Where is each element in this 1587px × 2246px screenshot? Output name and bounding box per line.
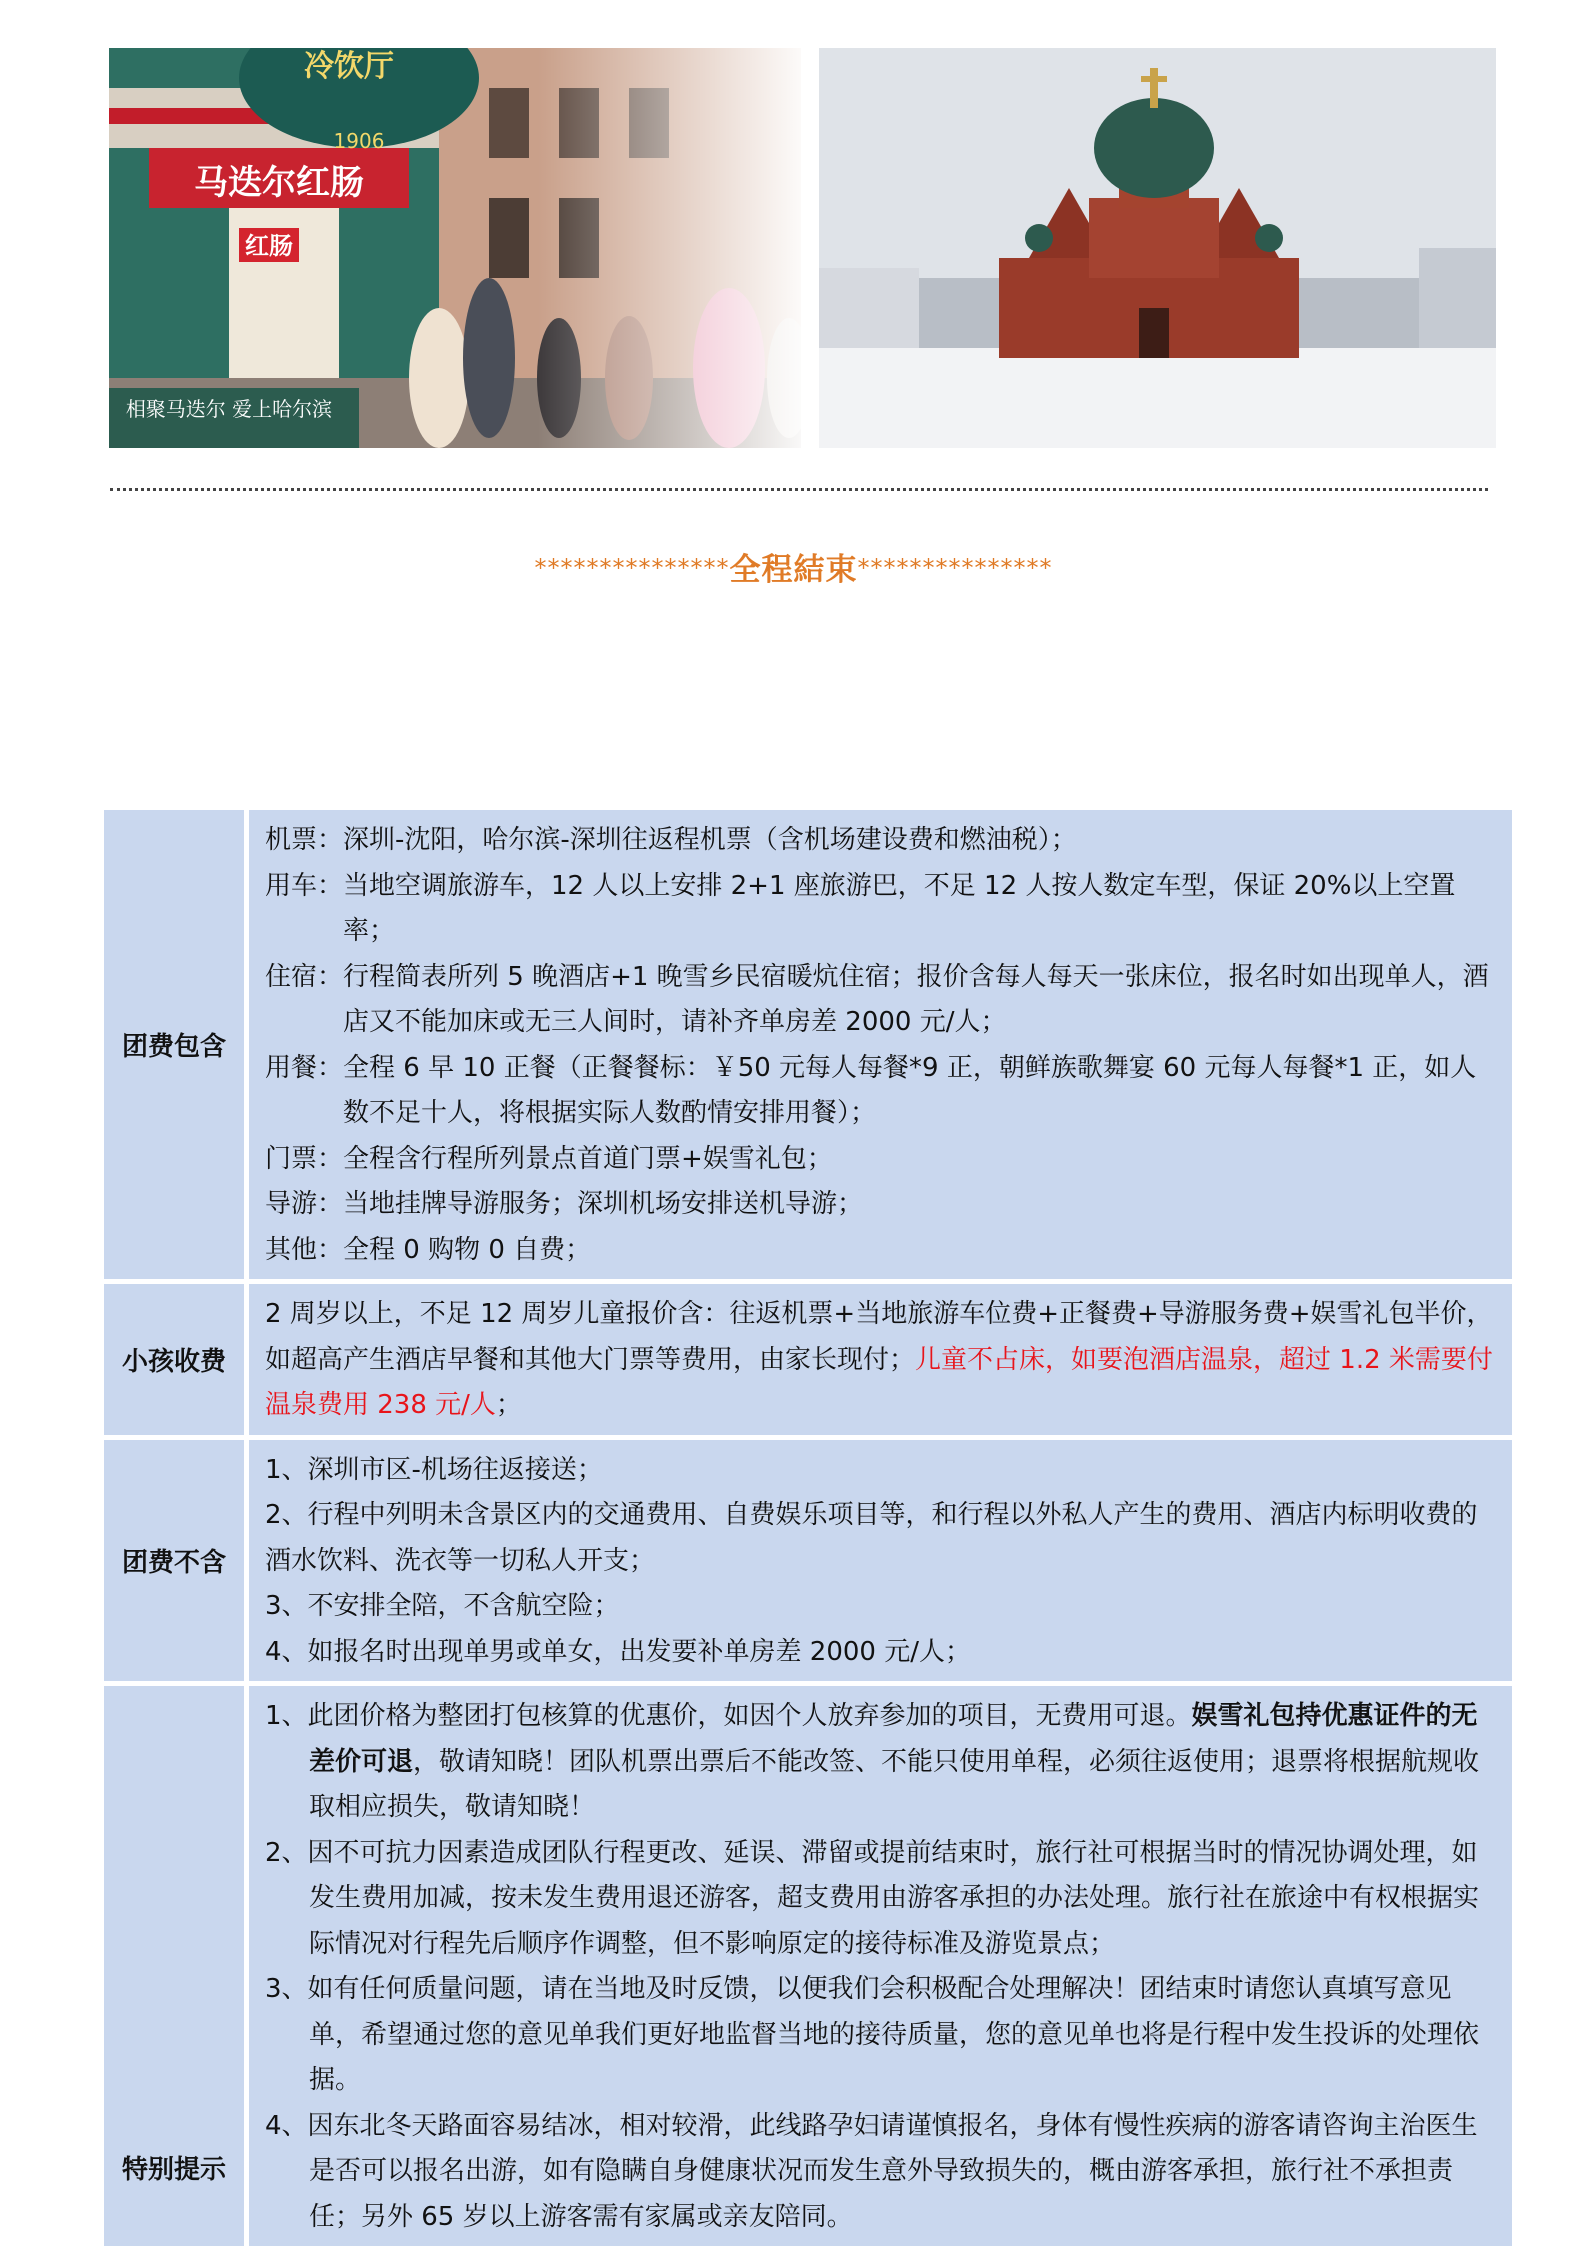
excluded-header: 团费不含 xyxy=(104,1435,249,1682)
item-label: 住宿： xyxy=(265,961,344,992)
item-label: 其他： xyxy=(265,1234,344,1265)
notes-row xyxy=(104,1681,1512,2246)
excluded-item: 2、行程中列明未含景区内的交通费用、自费娱乐项目等，和行程以外私人产生的费用、酒店内标明收费的酒水饮料、洗衣等一切私人开支； xyxy=(265,1500,1478,1576)
notes-body xyxy=(249,1681,1512,2246)
note-item: 2、因不可抗力因素造成团队行程更改、延误、滞留或提前结束时，旅行社可根据当时的情况协调处理，如发生费用加减，按未发生费用退还游客，超支费用由游客承担的办法处理。旅行社在旅途中有权根据实际情况对行程先后顺序作调整，但不影响原定的接待标准及游览景点； xyxy=(265,1837,1480,1959)
included-item xyxy=(265,1137,1498,1183)
fee-info-table xyxy=(104,810,1512,2246)
church-image xyxy=(819,48,1496,448)
stars-left: *************** xyxy=(534,554,730,582)
children-body xyxy=(249,1279,1512,1435)
included-item xyxy=(265,1182,1498,1228)
end-of-itinerary-banner xyxy=(0,544,1587,589)
children-row xyxy=(104,1279,1512,1435)
excluded-item: 4、如报名时出现单男或单女，出发要补单房差 2000 元/人； xyxy=(265,1636,971,1667)
item-text: 全程 6 早 10 正餐（正餐餐标：￥50 元每人每餐*9 正，朝鲜族歌舞宴 60 元每人每餐*1 正，如人数不足十人，将根据实际人数酌情安排用餐）； xyxy=(343,1052,1477,1128)
item-text: 当地挂牌导游服务；深圳机场安排送机导游； xyxy=(343,1189,864,1219)
notes-header: 特别提示 xyxy=(104,1681,249,2246)
note-item: 4、因东北冬天路面容易结冰，相对较滑，此线路孕妇请谨慎报名，身体有慢性疾病的游客请咨询主治医生是否可以报名出游，如有隐瞒自身健康状况而发生意外导致损失的，概由游客承担，旅行社不承担责任；另外 65 岁以上游客需有家属或亲友陪同。 xyxy=(265,2110,1478,2232)
dotted-divider xyxy=(110,488,1488,491)
photo-row xyxy=(109,48,1496,448)
excluded-item: 1、深圳市区-机场往返接送； xyxy=(265,1454,603,1485)
children-header: 小孩收费 xyxy=(104,1279,249,1435)
shop-sign-text: 马迭尔红肠 xyxy=(194,163,364,203)
shop-label-text: 红肠 xyxy=(245,232,293,260)
included-row xyxy=(104,810,1512,1279)
end-text: 全程結束 xyxy=(729,552,858,588)
included-item xyxy=(265,955,1498,1046)
included-item xyxy=(265,818,1498,864)
item-text: 全程 0 购物 0 自费； xyxy=(343,1234,592,1265)
item-text: 当地空调旅游车，12 人以上安排 2+1 座旅游巴，不足 12 人按人数定车型，保证 20%以上空置率； xyxy=(343,870,1456,946)
included-item xyxy=(265,1228,1498,1274)
item-label: 门票： xyxy=(265,1143,344,1174)
note-1-rest: ，敬请知晓！团队机票出票后不能改签、不能只使用单程，必须往返使用；退票将根据航规收取相应损失，敬请知晓！ xyxy=(309,1746,1480,1822)
children-warning: 儿童不占床，如要泡酒店温泉，超过 1.2 米需要付温泉费用 238 元/人 xyxy=(265,1344,1493,1420)
item-label: 机票： xyxy=(265,825,344,855)
note-1-text: 1、此团价格为整团打包核算的优惠价，如因个人放弃参加的项目，无费用可退。 xyxy=(265,1701,1192,1731)
item-label: 用车： xyxy=(265,870,344,901)
note-item: 3、如有任何质量问题，请在当地及时反馈，以便我们会积极配合处理解决！团结束时请您认真填写意见单，希望通过您的意见单我们更好地监督当地的接待质量，您的意见单也将是行程中发生投诉的处理依据。 xyxy=(265,1974,1480,2095)
included-item xyxy=(265,864,1498,955)
note-item xyxy=(265,1694,1498,1831)
banner-text: 相聚马迭尔 爱上哈尔滨 xyxy=(125,397,333,421)
item-text: 行程简表所列 5 晚酒店+1 晚雪乡民宿暖炕住宿；报价含每人每天一张床位，报名时如出现单人，酒店又不能加床或无三人间时，请补齐单房差 2000 元/人； xyxy=(343,961,1489,1037)
stars-right: *************** xyxy=(857,554,1053,582)
sign-year-text: 1906 xyxy=(333,129,385,153)
children-text: 2 周岁以上，不足 12 周岁儿童报价含：往返机票+当地旅游车位费+正餐费+导游服务费+娱雪礼包半价，如超高产生酒店早餐和其他大门票等费用，由家长现付； xyxy=(265,1299,1493,1375)
included-body xyxy=(249,810,1512,1279)
church-photo xyxy=(819,48,1496,448)
excluded-item: 3、不安排全陪，不含航空险； xyxy=(265,1591,620,1621)
excluded-row xyxy=(104,1435,1512,1682)
street-scene-image xyxy=(109,48,801,448)
street-scene-photo xyxy=(109,48,801,448)
note-1-bold: 娱雪礼包持优惠证件的无差价可退 xyxy=(309,1701,1478,1777)
excluded-body xyxy=(249,1435,1512,1682)
sign-top-text: 冷饮厅 xyxy=(304,49,394,84)
item-label: 用餐： xyxy=(265,1052,344,1083)
item-text: 深圳-沈阳，哈尔滨-深圳往返程机票（含机场建设费和燃油税）； xyxy=(343,825,1077,855)
included-item xyxy=(265,1046,1498,1137)
item-text: 全程含行程所列景点首道门票+娱雪礼包； xyxy=(343,1143,833,1174)
children-tail: ； xyxy=(495,1390,522,1420)
item-label: 导游： xyxy=(265,1189,344,1219)
included-header: 团费包含 xyxy=(104,810,249,1279)
